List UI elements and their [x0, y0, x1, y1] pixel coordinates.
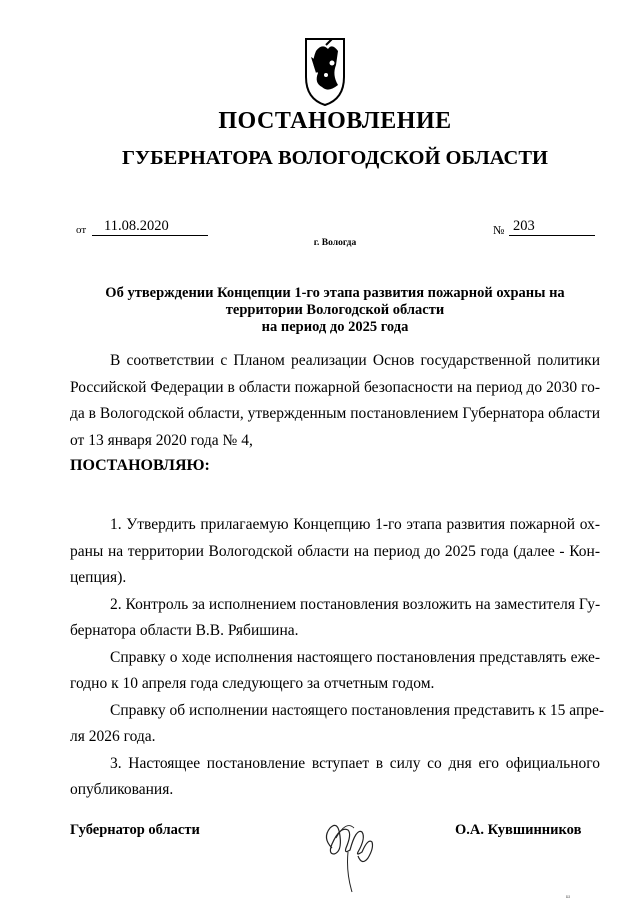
preamble-line: Российской Федерации в области пожарной безопасности на период до 2030 го-: [70, 378, 600, 396]
document-number: 203: [509, 218, 595, 236]
vologda-coat-of-arms-icon: [302, 35, 348, 107]
footer-mark: ш: [566, 895, 570, 900]
item-line: опубликования.: [70, 781, 174, 798]
preamble-line: В соответствии с Планом реализации Основ государственной политики: [110, 352, 600, 369]
handwritten-signature-icon: [318, 808, 380, 898]
item-line: Справку о ходе исполнения настоящего постановления представлять еже-: [110, 648, 600, 666]
preamble-paragraph: [70, 348, 600, 454]
signatory-name: О.А. Кувшинников: [455, 822, 582, 838]
item-line: ля 2026 года.: [70, 728, 156, 745]
item-line: раны на территории Вологодской области на период до 2025 года (далее - Кон-: [70, 542, 600, 560]
date-label: от: [76, 224, 87, 236]
signatory-position: Губернатор области: [70, 822, 200, 838]
subject-line: Об утверждении Концепции 1-го этапа развития пожарной охраны на: [105, 285, 565, 301]
item-line: цепция).: [70, 569, 127, 586]
subject-line: территории Вологодской области: [225, 302, 445, 318]
decree-items: [70, 512, 605, 804]
document-title: ПОСТАНОВЛЕНИЕ: [218, 108, 452, 134]
item-line: бернатора области В.В. Рябишина.: [70, 622, 299, 639]
item-line: Справку об исполнении настоящего постановления представить к 15 апре-: [110, 701, 605, 719]
item-line: 1. Утвердить прилагаемую Концепцию 1-го этапа развития пожарной ох-: [110, 516, 600, 533]
number-label: №: [493, 223, 505, 237]
document-date: 11.08.2020: [92, 218, 208, 236]
item-line: годно к 10 апреля года следующего за отчетным годом.: [70, 675, 435, 692]
document-city: г. Вологда: [313, 238, 357, 248]
preamble-line: от 13 января 2020 года № 4,: [70, 431, 253, 449]
item-line: 2. Контроль за исполнением постановления возложить на заместителя Гу-: [110, 595, 601, 613]
subject-line: на период до 2025 года: [261, 319, 409, 335]
document-subject: [60, 285, 610, 336]
item-line: 3. Настоящее постановление вступает в силу со дня его официального: [110, 754, 600, 772]
preamble-line: да в Вологодской области, утвержденным постановлением Губернатора области: [70, 405, 600, 422]
document-issuer: ГУБЕРНАТОРА ВОЛОГОДСКОЙ ОБЛАСТИ: [122, 147, 548, 169]
decree-heading: ПОСТАНОВЛЯЮ:: [70, 457, 210, 474]
